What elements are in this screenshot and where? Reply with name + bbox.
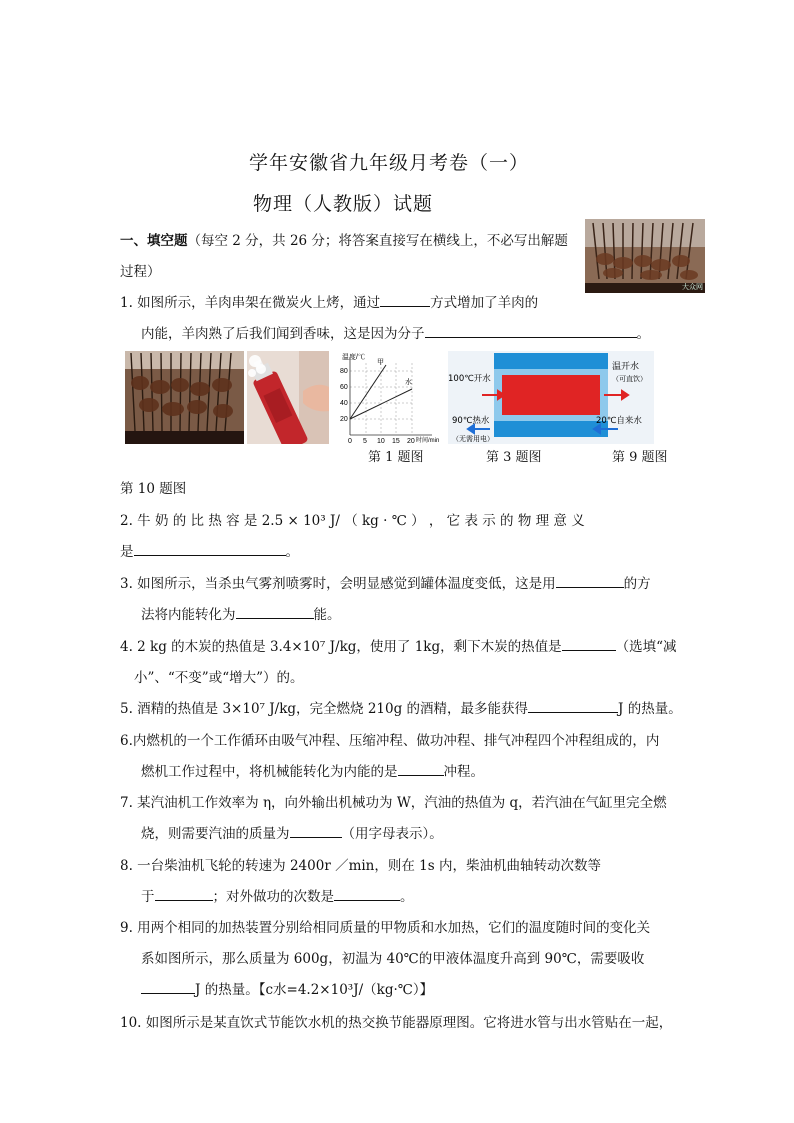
answer-blank[interactable] xyxy=(155,886,213,901)
figure-3-spray-can-photo xyxy=(247,351,329,444)
q2-text-c: 。 xyxy=(285,544,299,560)
question-3-line1 xyxy=(120,572,651,592)
graph-xtick: 10 xyxy=(377,438,385,444)
q8-text-b: 于 xyxy=(141,889,155,905)
question-9-line1: 9. 用两个相同的加热装置分别给相同质量的甲物质和水加热，它们的温度随时间的变化关 xyxy=(120,920,651,936)
answer-blank[interactable] xyxy=(398,761,444,776)
answer-blank[interactable] xyxy=(425,323,637,338)
exchanger-out-warm: 温开水 xyxy=(612,362,640,372)
section-heading xyxy=(120,229,568,249)
section-note: （每空 2 分，共 26 分；将答案直接写在横线上，不必写出解题 xyxy=(187,233,568,249)
question-1-line1 xyxy=(120,291,538,311)
question-2-line2 xyxy=(120,540,299,560)
question-7-line2 xyxy=(141,822,443,842)
q6-text-b: 燃机工作过程中，将机械能转化为内能的是 xyxy=(141,764,398,780)
q6-text-c: 冲程。 xyxy=(443,764,484,780)
answer-blank[interactable] xyxy=(134,541,286,556)
answer-blank[interactable] xyxy=(141,979,195,994)
question-2-line1: 2. 牛 奶 的 比 热 容 是 2.5 × 10³ J/ （ kg · ℃ ） ， 它 表 示 的 物 理 意 义 xyxy=(120,513,585,529)
q7-text-b: 烧，则需要汽油的质量为 xyxy=(141,826,290,842)
q3-text-d: 能。 xyxy=(313,607,341,623)
q1-text-d: 。 xyxy=(636,326,650,342)
q3-text-b: 的方 xyxy=(623,576,651,592)
graph-ytick: 80 xyxy=(340,368,348,375)
q1-text-c: 内能，羊肉熟了后我们闻到香味，这是因为分子 xyxy=(141,326,425,342)
question-5-line1 xyxy=(120,697,682,717)
graph-ytick: 40 xyxy=(340,400,348,407)
graph-xtick: 0 xyxy=(348,438,352,444)
graph-ytick: 60 xyxy=(340,384,348,391)
graph-xlabel: 时间/min xyxy=(416,438,440,444)
section-note-cont: 过程） xyxy=(120,264,161,280)
question-9-line3 xyxy=(141,978,433,998)
question-4-line2: 小”、“不变”或“增大”）的。 xyxy=(134,670,304,686)
caption-fig10: 第 10 题图 xyxy=(120,481,187,497)
q5-text-b: J 的热量。 xyxy=(618,701,682,717)
q4-text-a: 4. 2 kg 的木炭的热值是 3.4×10⁷ J/kg，使用了 1kg，剩下木炭的热值是 xyxy=(120,639,562,655)
exchanger-in-cold: 20℃自来水 xyxy=(596,416,642,426)
question-6-line1: 6.内燃机的一个工作循环由吸气冲程、压缩冲程、做功冲程、排气冲程四个冲程组成的，内 xyxy=(120,733,660,749)
skewers-photo-top xyxy=(585,219,705,293)
caption-fig3: 第 3 题图 xyxy=(486,450,542,465)
q1-text-a: 1. 如图所示，羊肉串架在微炭火上烤，通过 xyxy=(120,295,381,311)
answer-blank[interactable] xyxy=(236,604,314,619)
question-8-line2 xyxy=(141,885,414,905)
page-subtitle: 物理（人教版）试题 xyxy=(253,193,434,215)
q8-text-d: 。 xyxy=(400,889,414,905)
watermark-label: 大众网 xyxy=(682,283,703,291)
question-6-line2 xyxy=(141,760,484,780)
question-9-line2: 系如图所示，那么质量为 600g，初温为 40℃的甲液体温度升高到 90℃，需要吸收 xyxy=(141,951,645,967)
graph-series-b: 水 xyxy=(405,379,412,386)
caption-fig9: 第 9 题图 xyxy=(612,450,668,465)
figure-1-skewers-photo xyxy=(125,351,244,444)
answer-blank[interactable] xyxy=(528,698,618,713)
exchanger-out-90: 90℃热水 xyxy=(452,416,490,426)
answer-blank[interactable] xyxy=(556,573,624,588)
q1-text-b: 方式增加了羊肉的 xyxy=(430,295,539,311)
question-1-line2 xyxy=(141,322,650,342)
question-10-line1: 10. 如图所示是某直饮式节能饮水机的热交换节能器原理图。它将进水管与出水管贴在一起， xyxy=(120,1015,673,1031)
figure-10-heat-exchanger xyxy=(448,351,654,444)
q8-text-c: ；对外做功的次数是 xyxy=(212,889,334,905)
q9-text-c: J 的热量。【c水=4.2×10³J/（kg·℃）】 xyxy=(195,982,434,998)
question-8-line1: 8. 一台柴油机飞轮的转速为 2400r ／min，则在 1s 内，柴油机曲轴转动次数等 xyxy=(120,858,601,874)
question-4-line1 xyxy=(120,635,677,655)
exchanger-out-warm-note: （可直饮） xyxy=(612,375,647,383)
q2-text-b: 是 xyxy=(120,544,134,560)
q7-text-c: （用字母表示）。 xyxy=(341,826,443,842)
graph-ytick: 20 xyxy=(340,416,348,423)
question-7-line1: 7. 某汽油机工作效率为 η，向外输出机械功为 W，汽油的热值为 q，若汽油在气缸里完全燃 xyxy=(120,795,667,811)
exchanger-in-hot: 100℃开水 xyxy=(448,374,491,384)
graph-series-a: 甲 xyxy=(377,359,384,366)
caption-fig1: 第 1 题图 xyxy=(368,450,424,465)
q4-text-b: （选填“减 xyxy=(615,639,677,655)
q3-text-a: 3. 如图所示，当杀虫气雾剂喷雾时，会明显感觉到罐体温度变低，这是用 xyxy=(120,576,556,592)
answer-blank[interactable] xyxy=(380,292,430,307)
answer-blank[interactable] xyxy=(290,823,342,838)
exchanger-out-90-note: （无需用电） xyxy=(452,435,494,443)
page-title: 学年安徽省九年级月考卷（一） xyxy=(249,152,530,174)
graph-xtick: 20 xyxy=(407,438,415,444)
section-title: 一、填空题 xyxy=(120,233,188,249)
q3-text-c: 法将内能转化为 xyxy=(141,607,236,623)
answer-blank[interactable] xyxy=(334,886,400,901)
figure-9-temperature-graph xyxy=(332,351,442,444)
q5-text-a: 5. 酒精的热值是 3×10⁷ J/kg，完全燃烧 210g 的酒精，最多能获得 xyxy=(120,701,529,717)
question-3-line2 xyxy=(141,603,341,623)
graph-xtick: 15 xyxy=(392,438,400,444)
answer-blank[interactable] xyxy=(562,636,616,651)
graph-xtick: 5 xyxy=(363,438,367,444)
graph-ylabel: 温度/℃ xyxy=(342,354,365,361)
